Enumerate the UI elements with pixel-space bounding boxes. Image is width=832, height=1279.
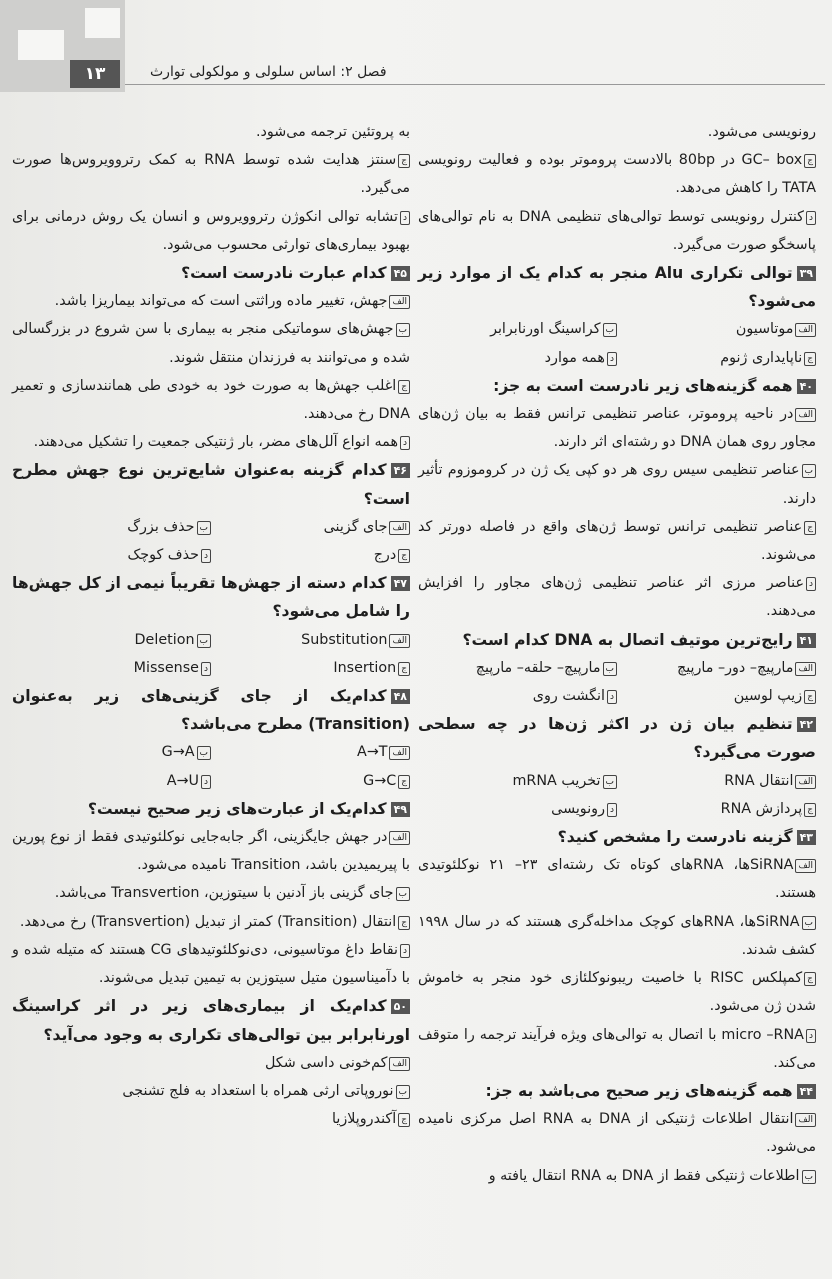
- option-c: جG→C: [211, 767, 410, 795]
- option-b: بمارپیچ– حلقه– مارپیچ: [418, 654, 617, 682]
- option-a: الفموتاسیون: [617, 315, 816, 343]
- chapter-title: فصل ۲: اساس سلولی و مولکولی توارث: [150, 64, 387, 80]
- option-d: دنقاط داغ موتاسیونی، دی‌نوکلئوتیدهای CG هستند که متیله شده و با دآمیناسیون متیل سیتوزین به تیمین تبدیل می‌شوند.: [12, 941, 410, 987]
- option-label: ج: [804, 154, 816, 168]
- option-d: دکنترل رونویسی توسط توالی‌های تنظیمی DNA به نام توالی‌های پاسخگو صورت می‌گیرد.: [418, 208, 816, 253]
- question-48: ۴۸کدام‌یک از جای گزینی‌های زیر به‌عنوان (Transition) مطرح می‌باشد؟: [12, 687, 410, 734]
- question-49: ۴۹کدام‌یک از عبارت‌های زیر صحیح نیست؟: [12, 795, 410, 823]
- options-grid: [418, 767, 816, 823]
- option-c: جدرج: [211, 541, 410, 569]
- question-41: ۴۱رایج‌ترین موتیف اتصال به DNA کدام است؟: [418, 626, 816, 654]
- options-grid: [12, 738, 410, 794]
- page-number: ۱۳: [70, 60, 120, 88]
- option-b: بجهش‌های سوماتیکی منجر به بیماری با سن شروع در بزرگسالی شده و می‌توانند به فرزندان منتقل شوند.: [12, 321, 410, 366]
- option-d: دتشابه توالی انکوژن رتروویروس و انسان یک روش درمانی برای بهبود بیماری‌های توارثی محسوب می‌شود.: [12, 208, 410, 253]
- option-c: جسنتز هدایت شده توسط RNA به کمک رتروویروس‌ها صورت می‌گیرد.: [12, 152, 410, 197]
- question-50: ۵۰کدام‌یک از بیماری‌های زیر در اثر کراسینگ اورنابرابر بین توالی‌های تکراری به وجود می‌آید؟: [12, 997, 410, 1044]
- option-a: الفکم‌خونی داسی شکل: [12, 1049, 410, 1077]
- option-d: دعناصر مرزی اثر عناصر تنظیمی ژن‌های مجاور را افزایش می‌دهند.: [418, 575, 816, 620]
- option-d: دmicro –RNA با اتصال به توالی‌های ویژه فرآیند ترجمه را متوقف می‌کند.: [418, 1026, 816, 1071]
- question-47: ۴۷کدام دسته از جهش‌ها تقریباً نیمی از کل جهش‌ها را شامل می‌شود؟: [12, 574, 410, 621]
- options-grid: [12, 513, 410, 569]
- option-d: دA→U: [12, 767, 211, 795]
- options-grid: [418, 315, 816, 371]
- question-46: ۴۶کدام گزینه به‌عنوان شایع‌ترین نوع جهش مطرح است؟: [12, 461, 410, 508]
- options-grid: [418, 654, 816, 710]
- left-column: [12, 118, 410, 1133]
- option-b: بنوروپاتی ارثی همراه با استعداد به فلج تشنجی: [12, 1077, 410, 1105]
- option-c: جInsertion: [211, 654, 410, 682]
- option-a: الفانتقال اطلاعات ژنتیکی از DNA به RNA اصل مرکزی نامیده می‌شود.: [418, 1111, 816, 1156]
- option-d: دهمه موارد: [418, 344, 617, 372]
- question-43: ۴۳گزینه نادرست را مشخص کنید؟: [418, 823, 816, 851]
- option-b: بG→A: [12, 738, 211, 766]
- options-grid: [12, 626, 410, 682]
- option-c: جGC– box در 80bp بالادست پروموتر بوده و فعالیت رونویسی TATA را کاهش می‌دهد.: [418, 152, 816, 197]
- option-c: جپردازش RNA: [617, 795, 816, 823]
- option-c: جکمپلکس RISC با خاصیت ریبونوکلئازی خود منجر به خاموش شدن ژن می‌شود.: [418, 970, 816, 1015]
- option-d: درونویسی: [418, 795, 617, 823]
- question-42: ۴۲تنظیم بیان ژن در اکثر ژن‌ها در چه سطحی صورت می‌گیرد؟: [418, 715, 816, 762]
- option-d: دMissense: [12, 654, 211, 682]
- option-b: بSiRNAها، RNAهای کوچک مداخله‌گری هستند که در سال ۱۹۹۸ کشف شدند.: [418, 913, 816, 958]
- text-line: به پروتئین ترجمه می‌شود.: [255, 124, 410, 140]
- option-a: الفمارپیچ– دور– مارپیچ: [617, 654, 816, 682]
- option-a: الفانتقال RNA: [617, 767, 816, 795]
- option-c: جانتقال (Transition) کمتر از تبدیل (Transvertion) رخ می‌دهد.: [12, 908, 410, 936]
- option-d: دانگشت روی: [418, 682, 617, 710]
- question-44: ۴۴همه گزینه‌های زیر صحیح می‌باشد به جز:: [418, 1077, 816, 1105]
- option-a: الفدر جهش جایگزینی، اگر جابه‌جایی نوکلئوتیدی فقط از نوع پورین با پیریمیدین باشد، Transition نامیده می‌شود.: [12, 829, 410, 874]
- option-d: دهمه انواع آلل‌های مضر، بار ژنتیکی جمعیت را تشکیل می‌دهند.: [12, 428, 410, 456]
- option-b: بتخریب mRNA: [418, 767, 617, 795]
- question-39: ۳۹توالی تکراری Alu منجر به کدام یک از موارد زیر می‌شود؟: [418, 264, 816, 311]
- option-d: دحذف کوچک: [12, 541, 211, 569]
- text-line: رونویسی می‌شود.: [707, 124, 816, 140]
- option-label: د: [806, 211, 816, 225]
- option-c: جناپایداری ژنوم: [617, 344, 816, 372]
- option-a: الفSubstitution: [211, 626, 410, 654]
- option-b: بعناصر تنظیمی سیس روی هر دو کپی یک ژن در کروموزوم تأثیر دارند.: [418, 462, 816, 507]
- option-b: بحذف بزرگ: [12, 513, 211, 541]
- option-a: الفجهش، تغییر ماده وراثتی است که می‌تواند بیماریزا باشد.: [12, 287, 410, 315]
- option-b: بکراسینگ اورنابرابر: [418, 315, 617, 343]
- option-a: الفA→T: [211, 738, 410, 766]
- option-b: باطلاعات ژنتیکی فقط از DNA به RNA انتقال یافته و: [418, 1162, 816, 1190]
- option-c: جزیپ لوسین: [617, 682, 816, 710]
- option-c: جآکندروپلازیا: [12, 1105, 410, 1133]
- header-divider: [125, 84, 825, 85]
- tab-box: [18, 30, 64, 60]
- question-number: ۳۹: [797, 266, 816, 281]
- question-40: ۴۰همه گزینه‌های زیر نادرست است به جز:: [418, 372, 816, 400]
- option-a: الفدر ناحیه پروموتر، عناصر تنظیمی ترانس فقط به بیان ژن‌های مجاور روی همان DNA دو رشته‌ای اثر دارند.: [418, 406, 816, 451]
- question-45: ۴۵کدام عبارت نادرست است؟: [12, 259, 410, 287]
- option-c: جاغلب جهش‌ها به صورت خود به خودی طی همانندسازی و تعمیر DNA رخ می‌دهند.: [12, 377, 410, 423]
- option-c: جعناصر تنظیمی ترانس توسط ژن‌های واقع در فاصله دورتر کد می‌شوند.: [418, 518, 816, 564]
- option-a: الفSiRNAها، RNAهای کوتاه تک رشته‌ای ۲۳– ۲۱ نوکلئوتیدی هستند.: [418, 857, 816, 902]
- tab-box: [85, 8, 120, 38]
- right-column: [418, 118, 816, 1190]
- option-b: بDeletion: [12, 626, 211, 654]
- option-a: الفجای گزینی: [211, 513, 410, 541]
- option-b: بجای گزینی باز آدنین با سیتوزین، Transvertion می‌باشد.: [12, 879, 410, 907]
